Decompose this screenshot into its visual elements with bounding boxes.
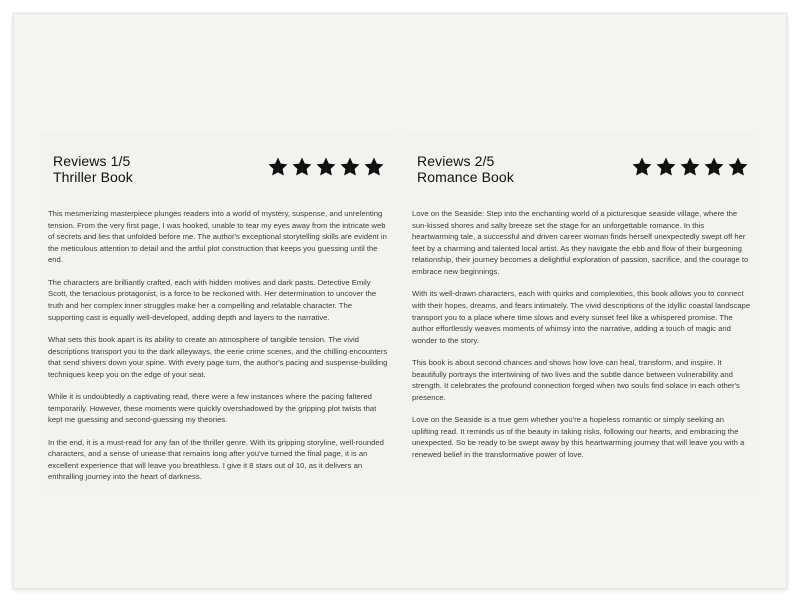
star-icon: [679, 156, 701, 178]
review-header: [417, 153, 747, 195]
star-icon: [703, 156, 725, 178]
star-icon: [727, 156, 749, 178]
review-paragraph: Love on the Seaside: Step into the enchanting world of a picturesque seaside village, where the sun-kissed shores and salty breeze set the stage for an unforgettable romance. In this heartwarming tale, a successful and driven career woman finds herself unexpectedly swept off her feet by a charming and talented local artist. As they navigate the ebb and flow of their burgeoning relationship, their journey becomes a delightful exploration of passion, sacrifice, and the courage to embrace new beginnings.: [412, 209, 749, 276]
star-rating: [631, 154, 749, 180]
review-paragraph: With its well-drawn characters, each with quirks and complexities, this book allows you to connect with their hopes, dreams, and fears intimately. The vivid descriptions of the idyllic coastal landscape transport you to a place where time slows and every sunset feel like a whispered promise. The author effortlessly weaves moments of whimsy into the narrative, adding a touch of magic and wonder to the story.: [412, 289, 751, 345]
review-header: [53, 153, 383, 195]
review-paragraph: What sets this book apart is its ability to create an atmosphere of tangible tension. The vivid descriptions transport you to the dark alleyways, the eerie crime scenes, and the chilling encounters that send shivers down your spine. With every page turn, the author's pacing and suspense-building techniques keep you on the edge of your seat.: [48, 334, 388, 379]
star-icon: [267, 156, 289, 178]
review-label: Reviews 2/5: [417, 153, 495, 169]
star-icon: [339, 156, 361, 178]
review-body: [48, 208, 388, 494]
star-rating: [267, 154, 385, 180]
review-title: [417, 153, 627, 185]
review-genre: Thriller Book: [53, 169, 133, 185]
review-paragraph: The characters are brilliantly crafted, each with hidden motives and dark pasts. Detective Emily Scott, the tenacious protagonist, is a force to be reckoned with. Her determination to uncover the truth and her complex inner struggles make her a compelling and relatable character. The supporting cast is equally well-developed, adding depth and layers to the narrative.: [48, 277, 377, 322]
review-paragraph: This mesmerizing masterpiece plunges readers into a world of mystery, suspense, and unrelenting tension. From the very first page, I was hooked, unable to tear my eyes away from the intricate web of secrets and lies that unfolded before me. The author's exceptional storytelling skills are evident in the meticulous attention to detail and the artful plot construction that keeps you guessing until the end.: [48, 209, 387, 265]
star-icon: [291, 156, 313, 178]
star-icon: [631, 156, 653, 178]
star-icon: [363, 156, 385, 178]
review-paragraph: This book is about second chances and shows how love can heal, transform, and inspire. It beautifully portrays the intertwining of two lives and the subtle dance between vulnerability and strength. It celebrates the profound connection forged when two souls find solace in each other's presence.: [412, 358, 740, 402]
review-paragraph: While it is undoubtedly a captivating read, there were a few instances where the pacing faltered temporarily. However, these moments were quickly overshadowed by the gripping plot twists that kept me guessing and second-guessing my theories.: [48, 392, 377, 425]
review-paragraph: In the end, it is a must-read for any fan of the thriller genre. With its gripping storyline, well-rounded characters, and a sense of unease that remains long after you've turned the final page, it is an excellent experience that will leave you breathless. I give it 8 stars out of 10, as it delivers an enthralling journey into the heart of darkness.: [48, 437, 384, 482]
review-paragraph: Love on the Seaside is a true gem whether you're a hopeless romantic or simply seeking an uplifting read. It reminds us of the beauty in taking risks, following our hearts, and embracing the unexpected. So be ready to be swept away by this heartwarming journey that will leave you with a renewed belief in the transformative power of love.: [412, 415, 745, 460]
review-body: [412, 208, 752, 471]
review-card-thriller: [40, 132, 394, 496]
star-icon: [655, 156, 677, 178]
star-icon: [315, 156, 337, 178]
review-label: Reviews 1/5: [53, 153, 131, 169]
review-genre: Romance Book: [417, 169, 514, 185]
review-card-romance: [404, 132, 758, 496]
review-title: [53, 153, 263, 185]
review-sheet: [14, 14, 786, 588]
